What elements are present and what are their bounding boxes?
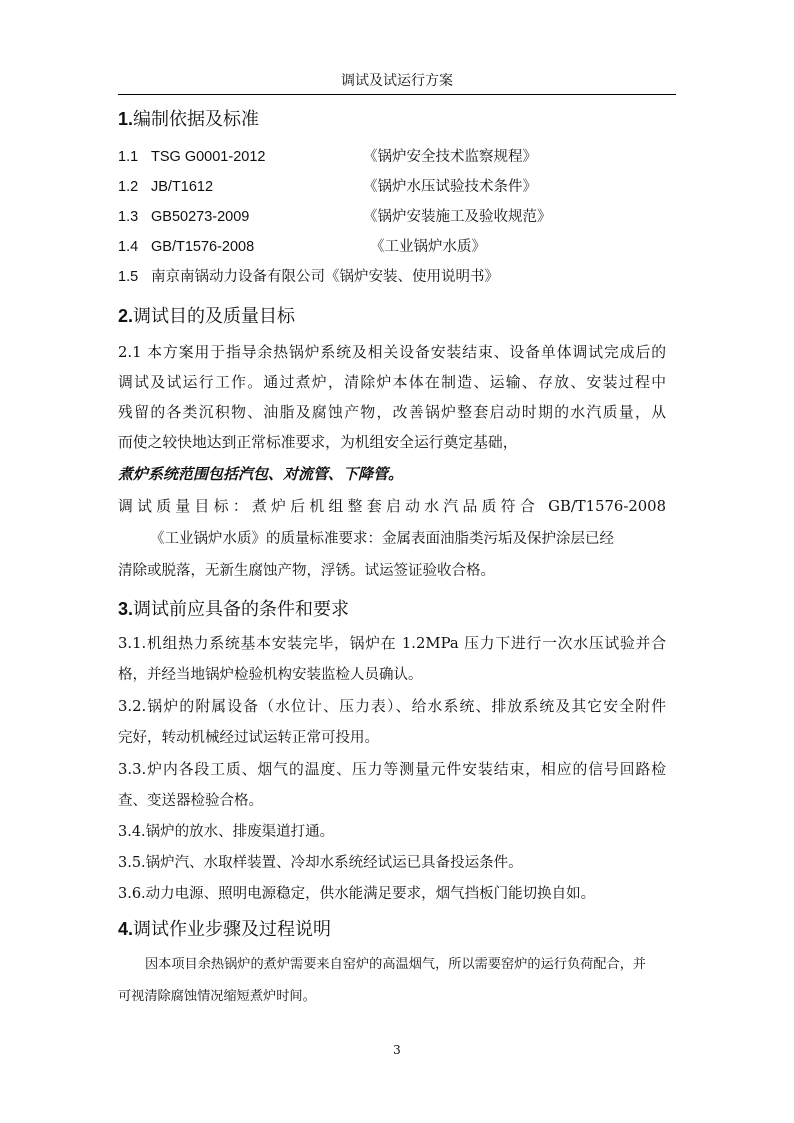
section-1-number: 1. xyxy=(118,109,134,129)
section-3-title: 调试前应具备的条件和要求 xyxy=(133,599,350,620)
page-header-title: 调试及试运行方案 xyxy=(341,73,453,89)
section-1-title: 编制依据及标准 xyxy=(133,109,260,130)
cond-3-1-line-2: 格，并经当地锅炉检验机构安装监检人员确认。 xyxy=(118,667,423,683)
para-2-1-line-1: 2.1 本方案用于指导余热锅炉系统及相关设备安装结束、设备单体调试完成后的 xyxy=(118,344,666,361)
ref-1-1-name: 《锅炉安全技术监察规程》 xyxy=(363,149,537,165)
step-intro-line-1: 因本项目余热锅炉的煮炉需要来自窑炉的高温烟气，所以需要窑炉的运行负荷配合，并 xyxy=(145,957,647,972)
ref-1-3-code: GB50273-2009 xyxy=(151,209,250,225)
quality-goal-line-2: 《工业锅炉水质》的质量标准要求：金属表面油脂类污垢及保护涂层已经 xyxy=(150,531,614,547)
cond-3-3-line-2: 查、变送器检验合格。 xyxy=(118,793,263,809)
section-1-heading xyxy=(118,107,259,132)
section-4-number: 4. xyxy=(118,919,134,939)
ref-1-3-name: 《锅炉安装施工及验收规范》 xyxy=(363,209,552,225)
step-intro-line-2: 可视清除腐蚀情况缩短煮炉时间。 xyxy=(118,989,316,1004)
ref-1-4-number: 1.4 xyxy=(118,239,139,255)
header-rule xyxy=(118,94,676,95)
para-2-1-line-4: 而使之较快地达到正常标准要求，为机组安全运行奠定基础， xyxy=(118,434,518,451)
cond-3-2-line-2: 完好，转动机械经过试运转正常可投用。 xyxy=(118,730,379,746)
cond-3-5: 3.5.锅炉汽、水取样装置、冷却水系统经试运已具备投运条件。 xyxy=(118,855,523,871)
para-2-1-line-3: 残留的各类沉积物、油脂及腐蚀产物，改善锅炉整套启动时期的水汽质量，从 xyxy=(118,404,666,421)
section-4-heading xyxy=(118,917,331,942)
ref-1-4-code: GB/T1576-2008 xyxy=(151,239,255,255)
boil-scope-emphasis: 煮炉系统范围包括汽包、对流管、下降管。 xyxy=(118,465,404,483)
section-3-heading xyxy=(118,597,349,622)
ref-1-4-name: 《工业锅炉水质》 xyxy=(370,239,486,255)
para-2-1-line-2: 调试及试运行工作。通过煮炉，清除炉本体在制造、运输、存放、安装过程中 xyxy=(118,374,666,391)
ref-1-2-name: 《锅炉水压试验技术条件》 xyxy=(363,179,537,195)
section-2-heading xyxy=(118,304,295,329)
section-3-number: 3. xyxy=(118,599,134,619)
section-2-number: 2. xyxy=(118,306,134,326)
page-number: 3 xyxy=(393,1043,401,1057)
ref-1-1-number: 1.1 xyxy=(118,149,139,165)
ref-1-3-number: 1.3 xyxy=(118,209,139,225)
cond-3-6: 3.6.动力电源、照明电源稳定，供水能满足要求，烟气挡板门能切换自如。 xyxy=(118,886,596,902)
cond-3-1-line-1: 3.1.机组热力系统基本安装完毕，锅炉在 1.2MPa 压力下进行一次水压试验并合 xyxy=(118,635,666,652)
quality-goal-line-3: 清除或脱落，无新生腐蚀产物，浮锈。试运签证验收合格。 xyxy=(118,563,495,579)
section-2-title: 调试目的及质量目标 xyxy=(133,306,296,327)
cond-3-4: 3.4.锅炉的放水、排废渠道打通。 xyxy=(118,824,335,840)
cond-3-2-line-1: 3.2.锅炉的附属设备（水位计、压力表）、给水系统、排放系统及其它安全附件 xyxy=(118,698,666,715)
cond-3-3-line-1: 3.3.炉内各段工质、烟气的温度、压力等测量元件安装结束，相应的信号回路检 xyxy=(118,761,666,778)
ref-1-2-code: JB/T1612 xyxy=(151,179,214,195)
ref-1-2-number: 1.2 xyxy=(118,179,139,195)
ref-1-5-text: 南京南锅动力设备有限公司《锅炉安装、使用说明书》 xyxy=(151,269,499,285)
ref-1-1-code: TSG G0001-2012 xyxy=(151,149,266,165)
ref-1-5-number: 1.5 xyxy=(118,269,139,285)
section-4-title: 调试作业步骤及过程说明 xyxy=(133,919,332,940)
quality-goal-line-1: 调试质量目标：煮炉后机组整套启动水汽品质符合 GB/T1576-2008 xyxy=(118,498,666,515)
